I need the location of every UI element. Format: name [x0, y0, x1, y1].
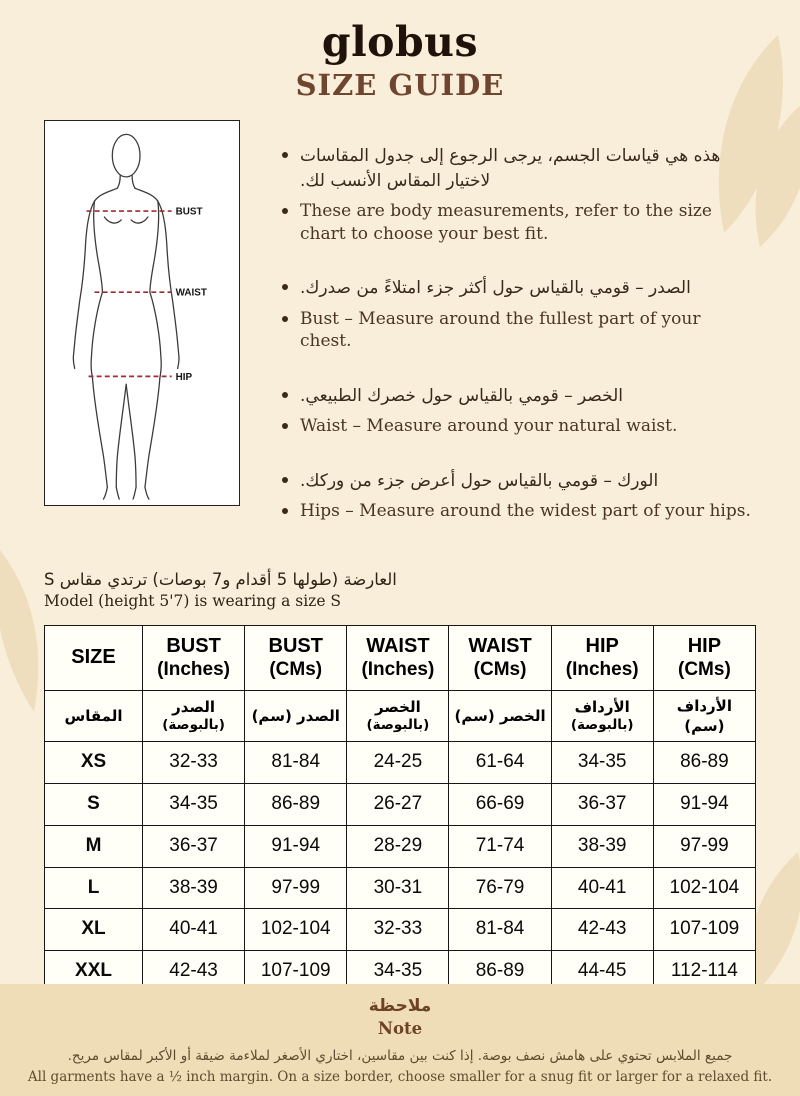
table-header-english — [45, 625, 756, 690]
size-label: S — [45, 784, 143, 826]
size-label: M — [45, 825, 143, 867]
instruction-text-arabic: هذه هي قياسات الجسم، يرجى الرجوع إلى جدول المقاسات لاختيار المقاس الأنسب لك. — [300, 146, 721, 191]
column-header-waist-cms: WAIST (CMs) — [449, 625, 551, 690]
table-cell: 32-33 — [347, 909, 449, 951]
bullet-icon — [282, 152, 288, 158]
table-cell: 71-74 — [449, 825, 551, 867]
instruction-text-arabic: الخصر – قومي بالقياس حول خصرك الطبيعي. — [300, 385, 624, 406]
size-label: XXL — [45, 951, 143, 993]
bullet-icon — [282, 316, 288, 322]
instruction-group-hip — [282, 469, 756, 523]
instruction-text-english: Bust – Measure around the fullest part of your chest. — [300, 308, 701, 352]
table-cell: 34-35 — [347, 951, 449, 993]
model-note — [0, 570, 800, 610]
table-row-xs — [45, 742, 756, 784]
instruction-item-arabic — [282, 276, 756, 301]
table-cell: 30-31 — [347, 867, 449, 909]
waist-line-label: WAIST — [175, 287, 207, 299]
bust-line-label: BUST — [175, 206, 203, 218]
bullet-icon — [282, 477, 288, 483]
table-cell: 26-27 — [347, 784, 449, 826]
table-cell: 42-43 — [143, 951, 245, 993]
column-header-size: SIZE — [45, 625, 143, 690]
bullet-icon — [282, 508, 288, 514]
table-cell: 97-99 — [653, 825, 755, 867]
column-header-bust-cms: BUST (CMs) — [245, 625, 347, 690]
table-cell: 107-109 — [653, 909, 755, 951]
instruction-item-arabic — [282, 144, 756, 193]
instruction-text-arabic: الصدر – قومي بالقياس حول أكثر جزء امتلاءً من صدرك. — [300, 278, 691, 299]
table-cell: 34-35 — [143, 784, 245, 826]
bullet-icon — [282, 208, 288, 214]
table-row-s — [45, 784, 756, 826]
column-header-bust-inches: BUST (Inches) — [143, 625, 245, 690]
table-cell: 36-37 — [143, 825, 245, 867]
instruction-item-arabic — [282, 384, 756, 409]
table-cell: 86-89 — [245, 784, 347, 826]
body-figure-illustration — [45, 121, 239, 505]
column-header-bust-inches-ar: الصدر (بالبوصة) — [143, 690, 245, 742]
instruction-text-english: Waist – Measure around your natural waist. — [300, 416, 678, 437]
model-note-arabic: العارضة (طولها 5 أقدام و7 بوصات) ترتدي مقاس S — [44, 569, 397, 589]
instruction-text-english: Hips – Measure around the widest part of your hips. — [300, 501, 751, 522]
table-cell: 40-41 — [551, 867, 653, 909]
bullet-icon — [282, 392, 288, 398]
table-cell: 28-29 — [347, 825, 449, 867]
size-label: L — [45, 867, 143, 909]
column-header-hip-inches-ar: الأرداف (بالبوصة) — [551, 690, 653, 742]
main-content — [0, 120, 800, 554]
table-cell: 34-35 — [551, 742, 653, 784]
table-cell: 91-94 — [245, 825, 347, 867]
instruction-item-english — [282, 200, 756, 245]
table-cell: 61-64 — [449, 742, 551, 784]
table-cell: 76-79 — [449, 867, 551, 909]
column-header-waist-cms-ar: الخصر (سم) — [449, 690, 551, 742]
model-note-english: Model (height 5'7) is wearing a size S — [44, 591, 342, 610]
column-header-waist-inches-ar: الخصر (بالبوصة) — [347, 690, 449, 742]
table-cell: 91-94 — [653, 784, 755, 826]
column-header-hip-inches: HIP (Inches) — [551, 625, 653, 690]
table-cell: 81-84 — [245, 742, 347, 784]
note-body-english: All garments have a ½ inch margin. On a size border, choose smaller for a snug fit or larger for a relaxed fit. — [27, 1068, 773, 1085]
table-cell: 42-43 — [551, 909, 653, 951]
table-cell: 86-89 — [653, 742, 755, 784]
hip-line-label: HIP — [175, 371, 193, 383]
measurement-diagram — [44, 120, 240, 506]
size-label: XL — [45, 909, 143, 951]
table-cell: 36-37 — [551, 784, 653, 826]
instruction-text-english: These are body measurements, refer to the size chart to choose your best fit. — [300, 201, 712, 244]
table-cell: 32-33 — [143, 742, 245, 784]
table-row-l — [45, 867, 756, 909]
note-section — [0, 984, 800, 1096]
table-row-m — [45, 825, 756, 867]
table-cell: 44-45 — [551, 951, 653, 993]
instruction-item-arabic — [282, 469, 756, 494]
instruction-item-english — [282, 500, 756, 522]
size-label: XS — [45, 742, 143, 784]
bullet-icon — [282, 423, 288, 429]
column-header-bust-cms-ar: الصدر (سم) — [245, 690, 347, 742]
table-cell: 66-69 — [449, 784, 551, 826]
table-header-arabic — [45, 690, 756, 742]
table-cell: 40-41 — [143, 909, 245, 951]
instruction-item-english — [282, 415, 756, 437]
note-title-english: Note — [377, 1019, 423, 1039]
brand-logo: globus — [321, 18, 479, 66]
page-title: SIZE GUIDE — [295, 68, 505, 103]
column-header-size-ar: المقاس — [45, 690, 143, 742]
column-header-hip-cms-ar: الأرداف (سم) — [653, 690, 755, 742]
note-body-arabic: جميع الملابس تحتوي على هامش نصف بوصة. إذا كنت بين مقاسين، اختاري الأصغر لملاءمة ضيقة أو الأكبر لمقاس مريح. — [67, 1047, 733, 1064]
table-cell: 102-104 — [245, 909, 347, 951]
table-cell: 102-104 — [653, 867, 755, 909]
instruction-group-bust — [282, 276, 756, 353]
column-header-waist-inches: WAIST (Inches) — [347, 625, 449, 690]
table-cell: 24-25 — [347, 742, 449, 784]
instruction-group-general — [282, 144, 756, 245]
measurement-instructions — [282, 120, 756, 554]
measurement-dashed-lines — [87, 211, 172, 376]
table-cell: 38-39 — [143, 867, 245, 909]
instruction-item-english — [282, 308, 756, 353]
note-title-arabic: ملاحظة — [368, 996, 432, 1016]
table-cell: 112-114 — [653, 951, 755, 993]
instruction-text-arabic: الورك – قومي بالقياس حول أعرض جزء من وركك. — [300, 470, 659, 491]
instruction-group-waist — [282, 384, 756, 438]
table-cell: 38-39 — [551, 825, 653, 867]
size-chart-table — [44, 625, 756, 993]
table-cell: 97-99 — [245, 867, 347, 909]
table-cell: 107-109 — [245, 951, 347, 993]
column-header-hip-cms: HIP (CMs) — [653, 625, 755, 690]
bullet-icon — [282, 284, 288, 290]
table-cell: 81-84 — [449, 909, 551, 951]
table-cell: 86-89 — [449, 951, 551, 993]
table-row-xl — [45, 909, 756, 951]
header — [0, 0, 800, 102]
